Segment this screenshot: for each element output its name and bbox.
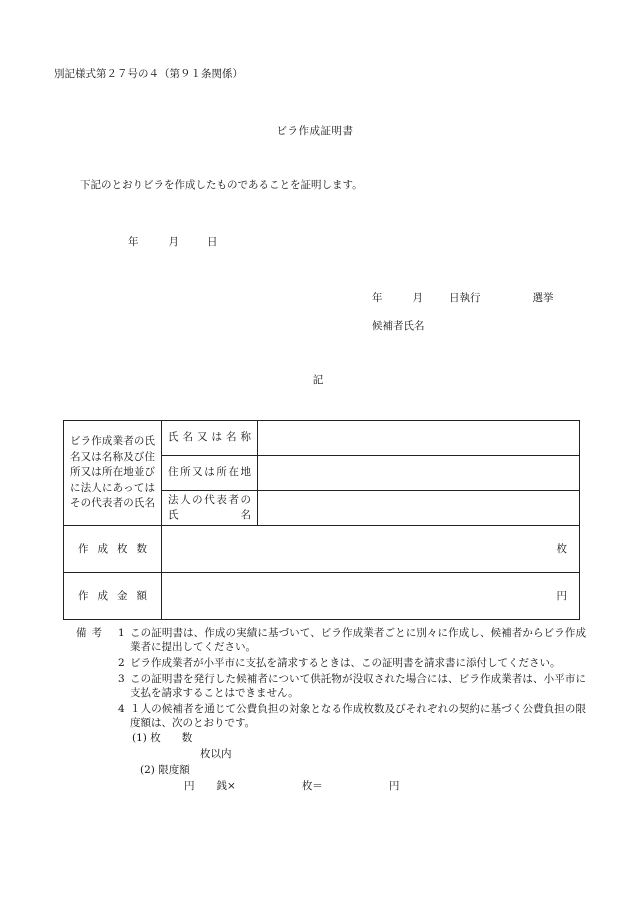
amount-unit: 円 [556, 589, 567, 602]
amount-field[interactable] [162, 573, 580, 620]
form-label: 別記様式第２７号の４（第９１条関係） [54, 68, 243, 80]
ki-heading: 記 [312, 374, 324, 386]
election-label: 選挙 [532, 292, 554, 304]
amount-label: 作成金額 [64, 573, 162, 620]
formula-total: 円 [388, 780, 400, 792]
formula-mai: 枚＝ [301, 780, 323, 792]
document-title: ビラ作成証明書 [276, 125, 354, 137]
name-field[interactable] [258, 421, 580, 456]
note-item-2 [76, 656, 586, 670]
producer-label: ビラ作成業者の氏名又は名称及び住所又は所在地並びに法人にあってはその代表者の氏名 [64, 421, 162, 526]
representative-label: 法人の代表者の氏名 [162, 491, 258, 526]
note-number: 1 [118, 627, 125, 639]
certification-statement: 下記のとおりビラを作成したものであることを証明します。 [80, 179, 363, 191]
sub-item-limit-label: (2) 限度額 [140, 764, 190, 776]
name-label: 氏名又は名称 [162, 421, 258, 456]
note-item-1 [76, 626, 586, 654]
note-text: ビラ作成業者が小平市に支払を請求するときは、この証明書を請求書に添付してください。 [130, 657, 561, 669]
representative-field[interactable] [258, 491, 580, 526]
quantity-label: 作成枚数 [64, 526, 162, 573]
exec-month: 月 [412, 292, 423, 304]
note-number: 3 [118, 673, 125, 685]
formula-sen: 銭× [216, 780, 236, 792]
producer-table [63, 420, 580, 620]
date-year: 年 [128, 236, 139, 248]
note-number: 2 [118, 657, 125, 669]
execution-line [372, 292, 554, 305]
exec-day: 日執行 [449, 292, 481, 304]
address-field[interactable] [258, 456, 580, 491]
note-text: この証明書を発行した候補者について供託物が没収された場合には、ビラ作成業者は、小平市に支払を請求することはできません。 [130, 673, 586, 699]
quantity-field[interactable] [162, 526, 580, 573]
candidate-name-label: 候補者氏名 [372, 320, 425, 332]
date-day: 日 [207, 236, 218, 248]
exec-year: 年 [372, 292, 383, 304]
note-number: 4 [118, 703, 125, 715]
note-text: この証明書は、作成の実績に基づいて、ビラ作成業者ごとに別々に作成し、候補者からビラ作成業者に提出してください。 [130, 627, 586, 653]
address-label: 住所又は所在地 [162, 456, 258, 491]
notes-section [76, 626, 586, 794]
limit-formula [184, 778, 586, 794]
notes-heading: 備考 [76, 627, 107, 639]
formula-yen: 円 [184, 780, 195, 792]
date-line [128, 236, 218, 249]
quantity-unit: 枚 [556, 542, 567, 555]
note-item-3 [76, 672, 586, 700]
note-text: １人の候補者を通じて公費負担の対象となる作成枚数及びそれぞれの契約に基づく公費負担の限度額は、次のとおりです。 [130, 703, 586, 729]
note-item-4 [76, 702, 586, 730]
sub-item-quantity-label: (1) 枚 数 [132, 732, 193, 744]
date-month: 月 [168, 236, 179, 248]
sub-item-quantity-value: 枚以内 [200, 748, 232, 760]
